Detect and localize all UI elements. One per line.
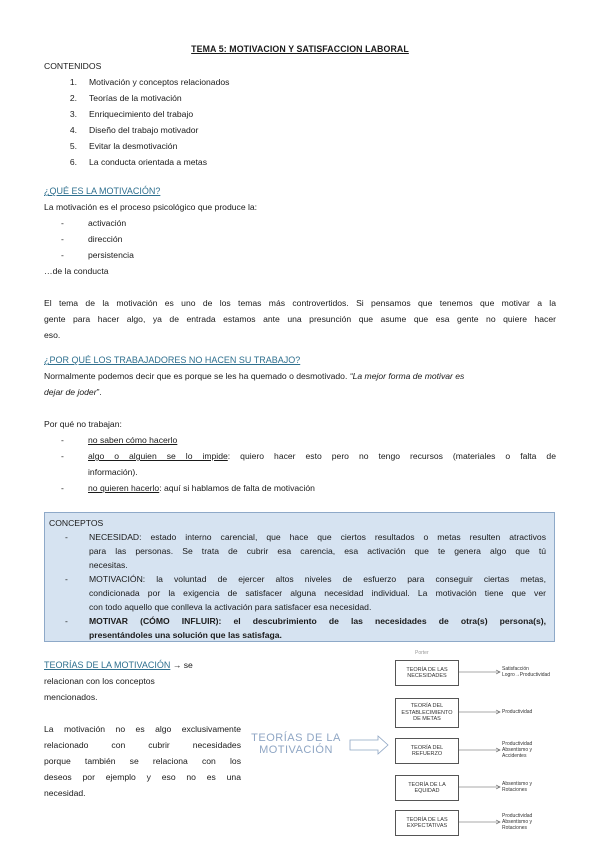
list-item	[44, 480, 556, 496]
what-paragraph	[44, 295, 556, 343]
list-line	[88, 432, 556, 448]
concept-item	[49, 614, 550, 642]
dash-bullet: -	[61, 435, 64, 445]
list-text: Evitar la desmotivación	[89, 141, 178, 151]
theory-box	[395, 698, 459, 728]
theory-outcome	[502, 709, 532, 715]
diagram-big-arrow	[350, 736, 388, 754]
list-rest: : quiero hacer esto pero no tengo recursos (materiales o falta de	[227, 451, 556, 461]
list-item	[44, 432, 556, 448]
theory-box-line: TEORÍA DE LAS	[406, 666, 448, 673]
list-text: Teorías de la motivación	[89, 93, 182, 103]
paragraph-line: eso.	[44, 330, 61, 340]
list-text: La conducta orientada a metas	[89, 157, 208, 167]
theory-outcome	[502, 666, 550, 678]
theory-box	[395, 738, 459, 764]
concept-line: para las personas. Se trata de cubrir esa carencia, esa activación que te genera algo que tú	[89, 546, 546, 556]
concept-item	[49, 530, 550, 572]
what-list	[44, 215, 556, 263]
theories-heading-rest: se	[181, 660, 193, 670]
theories-heading: TEORÍAS DE LA MOTIVACIÓN	[44, 660, 171, 670]
theory-outcome	[502, 781, 532, 793]
why-section	[44, 352, 556, 496]
theories-diagram	[250, 650, 570, 840]
list-number: 3.	[69, 109, 77, 119]
theory-outcome-line: Productividad	[502, 741, 533, 747]
list-item	[44, 215, 556, 231]
list-number: 6.	[69, 157, 77, 167]
theory-outcome-line: Productividad	[502, 709, 533, 715]
theory-box-text	[406, 667, 447, 680]
paragraph-line: La motivación no es algo exclusivamente	[44, 724, 241, 734]
theory-box-text	[406, 817, 447, 830]
diagram-title-line: TEORÍAS DE LA	[251, 732, 341, 744]
list-rest: : aquí si hablamos de falta de motivación	[159, 483, 315, 493]
concept-line: necesitas.	[89, 560, 128, 570]
dash-bullet: -	[61, 234, 64, 244]
concepts-box	[44, 512, 555, 642]
document-title: TEMA 5: MOTIVACION Y SATISFACCION LABORAL	[191, 44, 409, 54]
theory-outcome-line: Absentismo y	[502, 781, 533, 787]
concept-line: condicionada por la exigencia de satisfacer alguna necesidad individual. La motivación tiene que ver	[89, 588, 546, 598]
theory-outcome-line: Accidentes	[502, 753, 527, 759]
theories-heading-line	[44, 657, 241, 673]
theory-box-text	[401, 703, 452, 723]
what-section	[44, 183, 556, 343]
list-underlined: algo o alguien se lo impide	[88, 451, 228, 461]
list-number: 5.	[69, 141, 77, 151]
paragraph-line: relacionan con los conceptos	[44, 676, 155, 686]
concept-body	[89, 572, 550, 614]
theory-box-text	[411, 745, 443, 758]
theory-outcome-line: Logro→Productividad	[502, 672, 551, 678]
paragraph-line: mencionados.	[44, 692, 98, 702]
why-line1	[44, 368, 556, 384]
theory-box-line: DE METAS	[413, 716, 441, 723]
theories-text-2	[44, 721, 241, 801]
paragraph-line: El tema de la motivación es uno de los temas más controvertidos. Si pensamos que tenemos que motivar a la	[44, 298, 556, 308]
dash-bullet: -	[61, 218, 64, 228]
list-text: dirección	[88, 234, 123, 244]
why-quote-end: ”.	[96, 387, 102, 397]
list-body	[88, 448, 556, 480]
contents-list	[60, 74, 229, 170]
theory-box	[395, 810, 459, 836]
list-text: activación	[88, 218, 127, 228]
dash-bullet: -	[61, 250, 64, 260]
dash-bullet: -	[65, 532, 68, 542]
theory-outcome-line: Satisfacción	[502, 666, 529, 672]
diagram-top-note: Porter	[415, 650, 429, 656]
what-intro: La motivación es el proceso psicológico que produce la:	[44, 202, 258, 212]
list-text: Diseño del trabajo motivador	[89, 125, 199, 135]
why-quote-b: dejar de joder	[44, 387, 97, 397]
theory-box-text	[408, 782, 446, 795]
dash-bullet: -	[65, 616, 68, 626]
theory-box-line: TEORÍA DEL	[410, 744, 444, 751]
diagram-title-line: MOTIVACIÓN	[259, 744, 333, 756]
dash-bullet: -	[61, 451, 64, 461]
concept-line: con todo aquello que conlleva la activación para satisfacer esa necesidad.	[89, 602, 372, 612]
theories-section	[44, 657, 241, 801]
theory-outcome-line: Rotaciones	[502, 787, 528, 793]
list-text: persistencia	[88, 250, 134, 260]
theory-outcome-line: Rotaciones	[502, 825, 528, 831]
paragraph-line: deseos por ejemplo y eso no es una	[44, 772, 241, 782]
theory-outcome-line: Absentismo y	[502, 747, 533, 753]
concepts-list	[49, 530, 550, 642]
concept-item	[49, 572, 550, 614]
concept-line: NECESIDAD: estado interno carencial, que hace que ciertos resultados o metas resulten atractivos	[89, 532, 546, 542]
list-item	[44, 231, 556, 247]
paragraph-line: necesidad.	[44, 788, 86, 798]
list-item	[60, 106, 229, 122]
theory-box	[395, 660, 459, 686]
paragraph-line: relacionado con cubrir necesidades	[44, 740, 241, 750]
why-intro: Por qué no trabajan:	[44, 419, 122, 429]
list-item	[44, 247, 556, 263]
theory-box-line: REFUERZO	[411, 751, 443, 757]
theory-outcome-line: Productividad	[502, 813, 533, 819]
dash-bullet: -	[65, 574, 68, 584]
theory-box-line: TEORÍA DE LAS	[406, 816, 448, 823]
theory-outcome	[502, 741, 532, 759]
list-text: Motivación y conceptos relacionados	[89, 77, 230, 87]
list-body	[88, 432, 556, 448]
what-end: …de la conducta	[44, 266, 109, 276]
theory-box-line: EXPECTATIVAS	[406, 823, 448, 829]
list-item	[60, 154, 229, 170]
why-list	[44, 432, 556, 496]
concept-body	[89, 614, 550, 642]
what-heading: ¿QUÉ ES LA MOTIVACIÓN?	[44, 186, 161, 196]
list-number: 1.	[69, 77, 77, 87]
concept-body	[89, 530, 550, 572]
why-heading: ¿POR QUÉ LOS TRABAJADORES NO HACEN SU TRABAJO?	[44, 355, 301, 365]
why-line2	[44, 384, 556, 400]
contents-section	[44, 58, 229, 170]
concept-line: MOTIVACIÓN: la voluntad de ejercer altos niveles de esfuerzo para conseguir ciertas metas,	[89, 574, 546, 584]
why-line1-text: Normalmente podemos decir que es porque se les ha quemado o desmotivado.	[44, 371, 350, 381]
theory-box	[395, 775, 459, 801]
theory-outcome-line: Absentismo y	[502, 819, 533, 825]
list-underlined: no saben cómo hacerlo	[88, 435, 178, 445]
theories-text-1	[44, 673, 241, 705]
concept-line: MOTIVAR (CÓMO INFLUIR): el descubrimiento de las necesidades de otra(s) persona(s),	[89, 616, 546, 626]
theory-box-line: TEORÍA DE LA	[408, 781, 446, 788]
dash-bullet: -	[61, 483, 64, 493]
list-item	[60, 138, 229, 154]
list-item	[60, 90, 229, 106]
paragraph-line: gente para hacer algo, ya de entrada estamos ante una presunción que asume que esa gente no quiere hacer	[44, 314, 556, 324]
theory-box-line: NECESIDADES	[407, 673, 447, 679]
list-underlined: no quieren hacerlo	[88, 483, 160, 493]
list-number: 4.	[69, 125, 77, 135]
list-line	[88, 480, 556, 496]
contents-heading: CONTENIDOS	[44, 61, 102, 71]
theory-outcome	[502, 813, 532, 831]
concepts-heading: CONCEPTOS	[49, 518, 104, 528]
concept-line: presentándoles una solución que las satisfaga.	[89, 630, 282, 640]
why-quote-a: “La mejor forma de motivar es	[349, 371, 465, 381]
paragraph-line: porque también se relaciona con los	[44, 756, 241, 766]
theory-box-line: TEORÍA DEL	[410, 703, 444, 710]
list-item	[60, 122, 229, 138]
theory-box-line: ESTABLECIMIENTO	[401, 709, 453, 716]
list-item	[60, 74, 229, 90]
list-number: 2.	[69, 93, 77, 103]
list-body	[88, 480, 556, 496]
arrow-icon: →	[172, 660, 182, 670]
list-item	[44, 448, 556, 480]
list-line	[88, 448, 556, 464]
list-line: información).	[88, 467, 138, 477]
theory-box-line: EQUIDAD	[414, 788, 440, 794]
list-text: Enriquecimiento del trabajo	[89, 109, 194, 119]
